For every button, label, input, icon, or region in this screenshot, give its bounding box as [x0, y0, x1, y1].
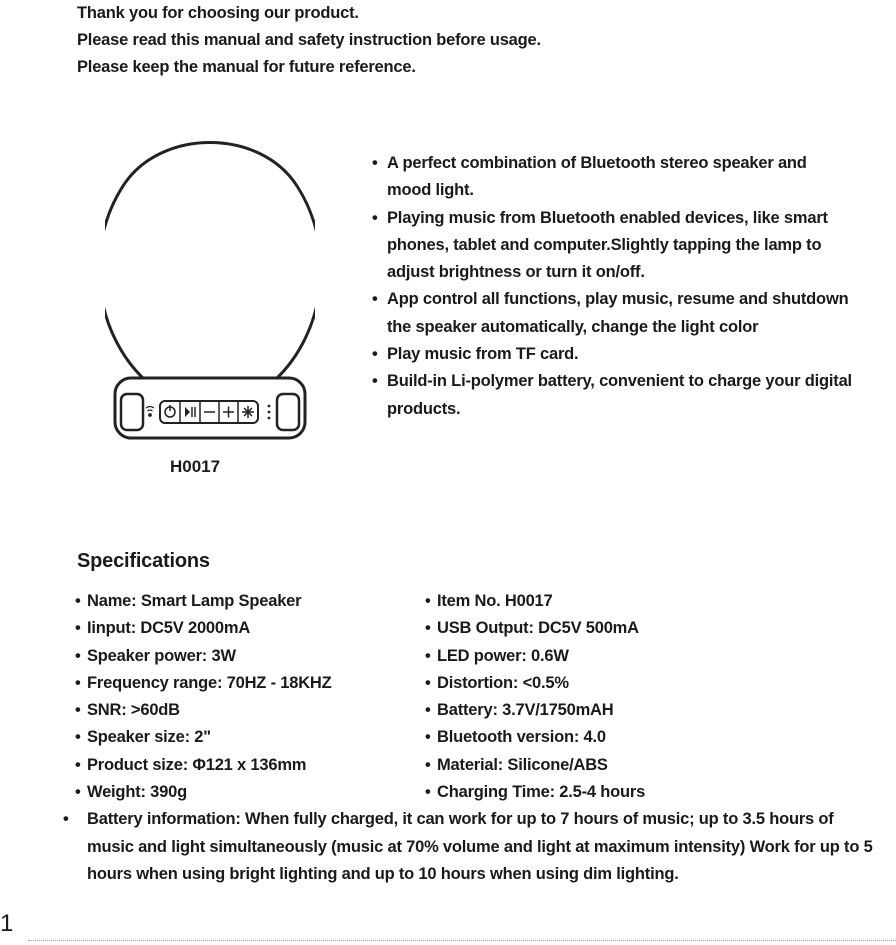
spec-row — [75, 615, 875, 642]
lamp-globe — [105, 143, 315, 381]
spec-item: • LED power: 0.6W — [425, 643, 569, 670]
spec-item: • Bluetooth version: 4.0 — [425, 724, 606, 751]
spec-item: • Battery: 3.7V/1750mAH — [425, 697, 613, 724]
intro-line: Please keep the manual for future reference. — [77, 58, 416, 76]
lamp-speaker-illustration — [105, 118, 315, 448]
spec-item: • USB Output: DC5V 500mA — [425, 615, 639, 642]
spec-item: • Name: Smart Lamp Speaker — [75, 588, 425, 615]
spec-row — [75, 643, 875, 670]
spec-item: • Weight: 390g — [75, 779, 425, 806]
battery-information: • Battery information: When fully charged, it can work for up to 7 hours of music; up to 3.5 hours of music and light simultaneously (music at 70% volume and light at maximum intensity) Work for up to 5 hours when using bright lighting and up to 10 hours when using dim lighting. — [75, 806, 875, 888]
spec-item: • SNR: >60dB — [75, 697, 425, 724]
intro-line: Please read this manual and safety instruction before usage. — [77, 31, 541, 49]
feature-list — [372, 150, 852, 423]
spec-item: • Item No. H0017 — [425, 588, 553, 615]
spec-row — [75, 724, 875, 751]
spec-item: • Material: Silicone/ABS — [425, 752, 608, 779]
spec-row — [75, 670, 875, 697]
model-label: H0017 — [170, 457, 221, 476]
spec-row — [75, 588, 875, 615]
footer-divider — [28, 940, 896, 941]
spec-row — [75, 697, 875, 724]
spec-item: • Speaker size: 2" — [75, 724, 425, 751]
dot-indicator-icon — [268, 405, 271, 420]
feature-item: • A perfect combination of Bluetooth stereo speaker and mood light. — [372, 150, 852, 205]
specifications-list — [75, 588, 875, 888]
page-number: 1 — [0, 910, 14, 937]
spec-item: • Speaker power: 3W — [75, 643, 425, 670]
feature-item: • Play music from TF card. — [372, 341, 852, 368]
feature-item: • App control all functions, play music, resume and shutdown the speaker automatically, change the light color — [372, 286, 852, 341]
spec-item: • Charging Time: 2.5-4 hours — [425, 779, 645, 806]
spec-item: • Frequency range: 70HZ - 18KHZ — [75, 670, 425, 697]
specifications-heading: Specifications — [77, 550, 210, 572]
feature-item: • Build-in Li-polymer battery, convenient to charge your digital products. — [372, 368, 852, 423]
spec-item: • Distortion: <0.5% — [425, 670, 569, 697]
intro-line: Thank you for choosing our product. — [77, 4, 359, 22]
spec-item: • Product size: Φ121 x 136mm — [75, 752, 425, 779]
intro-text — [77, 0, 541, 81]
spec-item: • Iinput: DC5V 2000mA — [75, 615, 425, 642]
spec-row — [75, 752, 875, 779]
feature-item: • Playing music from Bluetooth enabled devices, like smart phones, tablet and computer.Slightly tapping the lamp to adjust brightness or turn it on/off. — [372, 205, 852, 287]
spec-row — [75, 779, 875, 806]
